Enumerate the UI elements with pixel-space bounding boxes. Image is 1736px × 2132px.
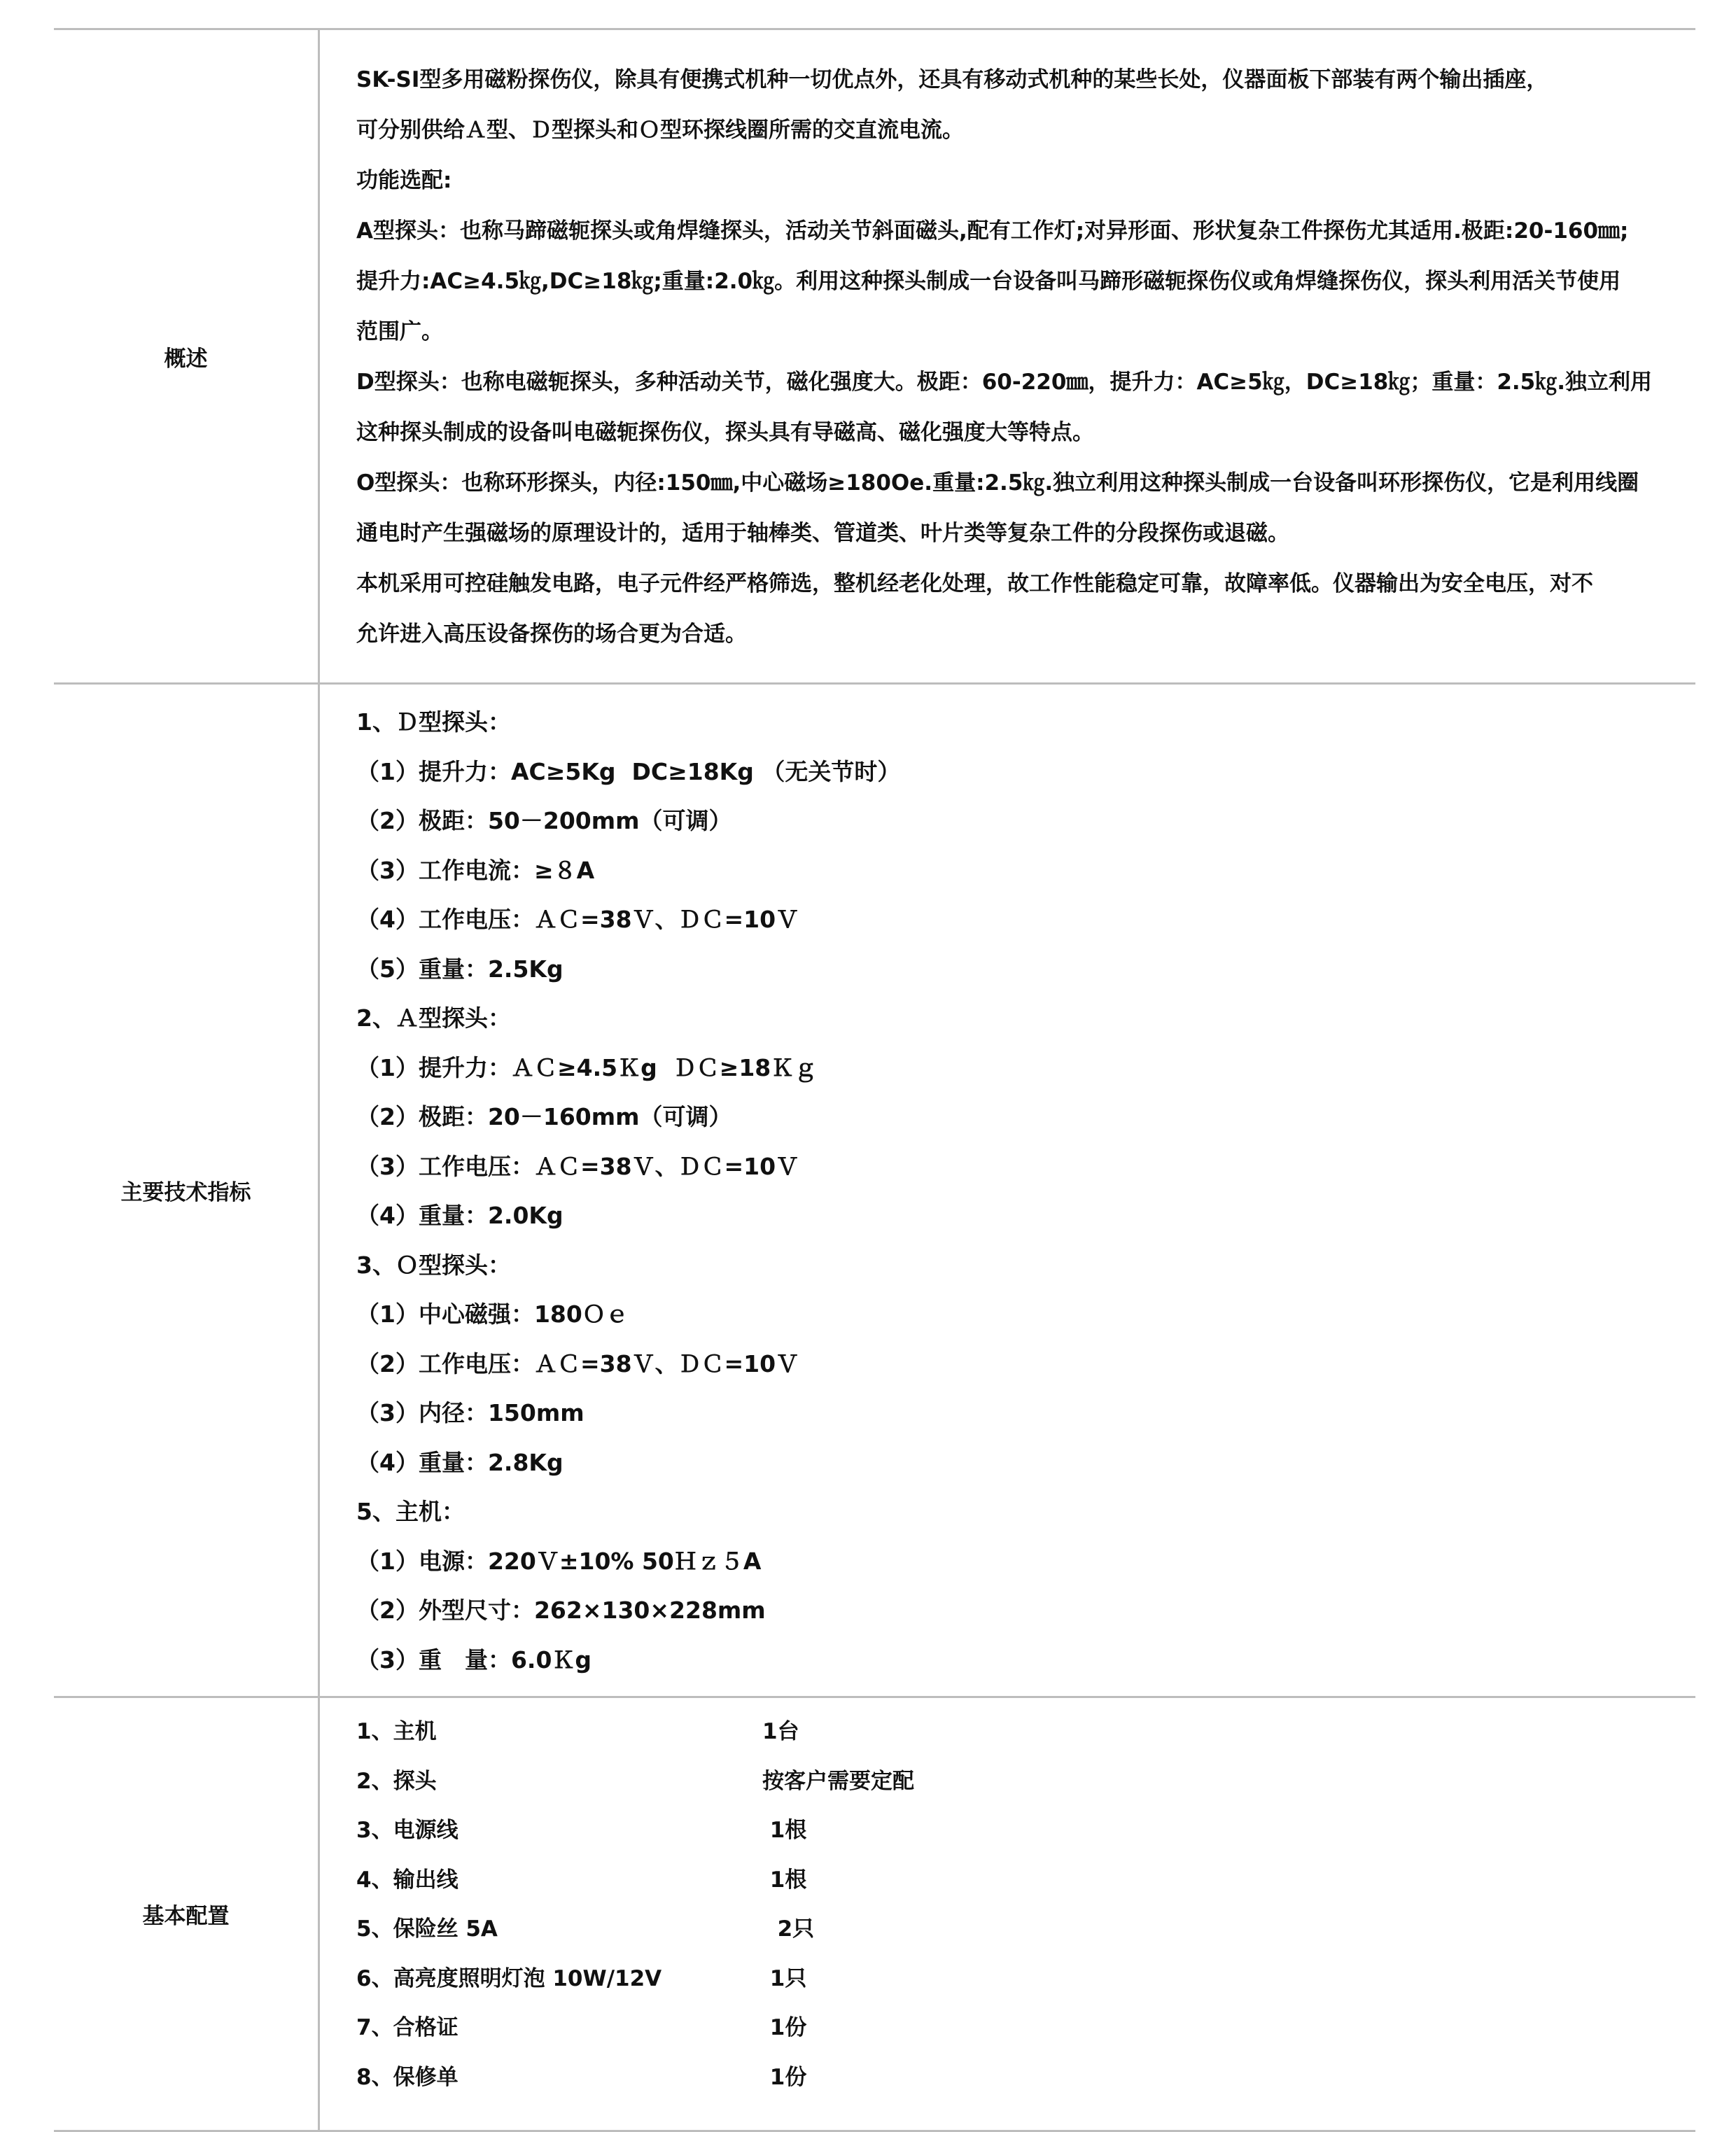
config-item-row — [356, 1707, 1695, 1757]
spec-line: 2、Ａ型探头： — [356, 1004, 511, 1032]
config-item-name: 7、合格证 — [356, 2015, 458, 2040]
spec-line: （1）中心磁强：180Ｏｅ — [356, 1300, 629, 1328]
spec-line: （1）提升力：AC≥5Kg DC≥18Kg （无关节时） — [356, 757, 901, 785]
config-item-row — [356, 1757, 1695, 1807]
overview-content — [320, 30, 1695, 682]
config-item-qty: 1份 — [762, 2015, 807, 2040]
config-item-qty: 按客户需要定配 — [762, 1768, 914, 1794]
config-item-qty: 1份 — [762, 2064, 807, 2090]
spec-line: （4）重量：2.8Kg — [356, 1448, 564, 1476]
specs-label: 主要技术指标 — [54, 685, 320, 1696]
config-item-name: 1、主机 — [356, 1719, 437, 1744]
config-item-row — [356, 2003, 1695, 2053]
spec-line: （2）极距：20－160mm（可调） — [356, 1103, 732, 1130]
spec-line: （1）电源：220Ｖ±10% 50Ｈｚ５A — [356, 1547, 762, 1575]
spec-line: （4）工作电压：ＡＣ=38Ｖ、ＤＣ=10Ｖ — [356, 906, 799, 933]
spec-line: （2）工作电压：ＡＣ=38Ｖ、ＤＣ=10Ｖ — [356, 1349, 799, 1377]
config-item-name: 6、高亮度照明灯泡 10W/12V — [356, 1965, 662, 1991]
config-item-qty: 1只 — [762, 1965, 807, 1991]
specs-row — [54, 685, 1695, 1698]
overview-line: A型探头：也称马蹄磁轭探头或角焊缝探头，活动关节斜面磁头,配有工作灯;对异形面、形状复杂工件探伤尤其适用.极距:20-160㎜; — [356, 218, 1629, 244]
overview-line: 提升力:AC≥4.5㎏,DC≥18㎏;重量:2.0㎏。利用这种探头制成一台设备叫马蹄形磁轭探伤仪或角焊缝探伤仪，探头利用活关节使用 — [356, 269, 1621, 294]
config-item-row — [356, 1905, 1695, 1954]
config-item-qty: 1根 — [762, 1818, 807, 1843]
spec-line: （3）工作电压：ＡＣ=38Ｖ、ＤＣ=10Ｖ — [356, 1152, 799, 1180]
config-item-row — [356, 1954, 1695, 2004]
config-item-qty: 1台 — [762, 1719, 799, 1744]
overview-line: 可分别供给Ａ型、Ｄ型探头和Ｏ型环探线圈所需的交直流电流。 — [356, 118, 964, 143]
config-item-name: 4、输出线 — [356, 1867, 458, 1893]
spec-line: （1）提升力：ＡＣ≥4.5Ｋg ＤＣ≥18Ｋｇ — [356, 1053, 818, 1081]
config-item-row — [356, 1806, 1695, 1856]
spec-line: （5）重量：2.5Kg — [356, 955, 564, 983]
config-item-name: 3、电源线 — [356, 1818, 458, 1843]
config-item-qty: 2只 — [762, 1916, 815, 1942]
config-item-name: 8、保修单 — [356, 2064, 458, 2090]
overview-row — [54, 28, 1695, 685]
overview-line: 功能选配: — [356, 168, 452, 193]
spec-line: （3）工作电流：≥８A — [356, 856, 595, 884]
overview-line: 允许进入高压设备探伤的场合更为合适。 — [356, 622, 747, 647]
spec-line: 1、Ｄ型探头： — [356, 708, 511, 736]
spec-line: （2）极距：50－200mm（可调） — [356, 807, 732, 834]
overview-line: 本机采用可控硅触发电路，电子元件经严格筛选，整机经老化处理，故工作性能稳定可靠，故障率低。仪器输出为安全电压，对不 — [356, 571, 1593, 596]
overview-line: D型探头：也称电磁轭探头，多种活动关节，磁化强度大。极距：60-220㎜，提升力：AC≥5㎏，DC≥18㎏；重量：2.5㎏.独立利用 — [356, 370, 1653, 395]
config-item-qty: 1根 — [762, 1867, 807, 1893]
config-item-name: 5、保险丝 5A — [356, 1916, 498, 1942]
spec-line: 3、Ｏ型探头： — [356, 1251, 511, 1279]
config-item-row — [356, 2053, 1695, 2103]
config-label: 基本配置 — [54, 1698, 320, 2130]
specs-content — [320, 685, 1695, 1696]
config-content — [320, 1698, 1695, 2130]
spec-table — [54, 28, 1695, 2132]
overview-line: 这种探头制成的设备叫电磁轭探伤仪，探头具有导磁高、磁化强度大等特点。 — [356, 420, 1094, 445]
spec-line: （3）内径：150mm — [356, 1399, 584, 1426]
spec-line: 5、主机： — [356, 1498, 465, 1525]
spec-line: （2）外型尺寸：262×130×228mm — [356, 1597, 766, 1624]
overview-line: 通电时产生强磁场的原理设计的，适用于轴棒类、管道类、叶片类等复杂工件的分段探伤或退磁。 — [356, 521, 1289, 546]
config-row — [54, 1698, 1695, 2132]
spec-line: （3）重 量：6.0Ｋg — [356, 1646, 592, 1674]
config-item-name: 2、探头 — [356, 1768, 437, 1794]
spec-line: （4）重量：2.0Kg — [356, 1202, 564, 1229]
config-item-row — [356, 1856, 1695, 1905]
overview-label: 概述 — [54, 30, 320, 682]
overview-line: O型探头：也称环形探头，内径:150㎜,中心磁场≥180Oe.重量:2.5㎏.独立利用这种探头制成一台设备叫环形探伤仪，它是利用线圈 — [356, 470, 1639, 496]
overview-line: SK-SI型多用磁粉探伤仪，除具有便携式机种一切优点外，还具有移动式机种的某些长处，仪器面板下部装有两个输出插座， — [356, 67, 1548, 92]
overview-line: 范围广。 — [356, 319, 443, 344]
